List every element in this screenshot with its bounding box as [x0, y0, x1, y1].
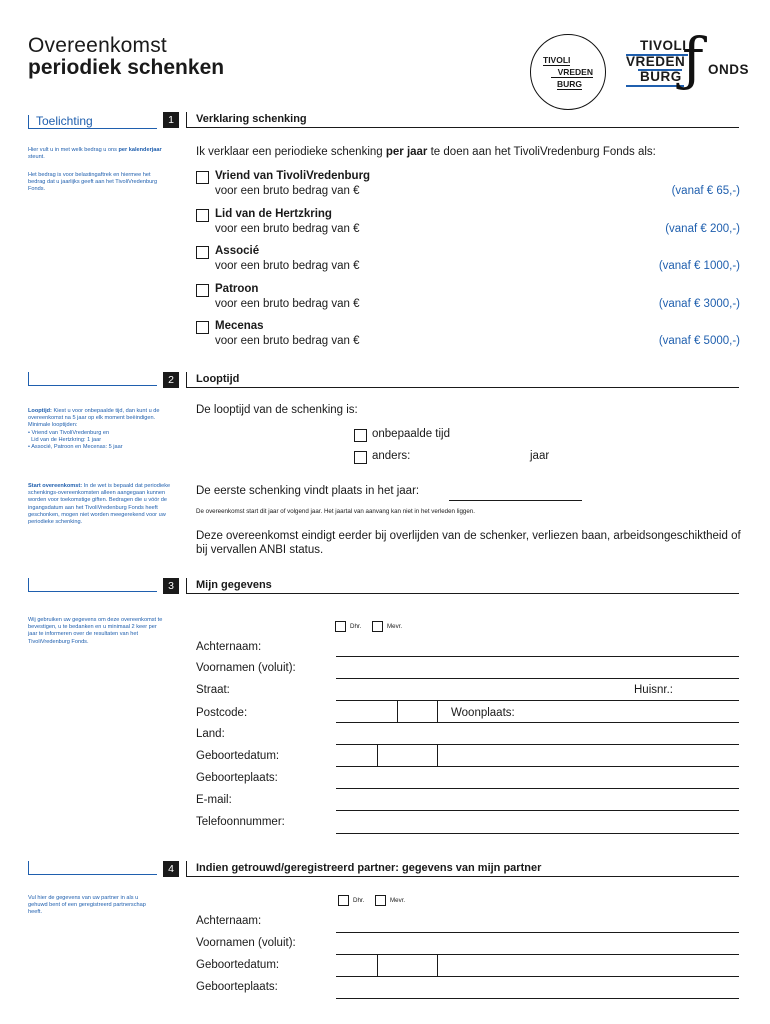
postcode-input[interactable] [336, 722, 739, 723]
sidebar-note-gegevens: Wij gebruiken uw gegevens om deze overeenkomst te bevestigen, u te bedanken en u minimaal 2 keer per jaar te informeren over de resultaten van het TivoliVredenburg Fonds. [28, 617, 163, 645]
section-number: 3 [163, 578, 179, 594]
option-checkbox[interactable] [196, 284, 209, 297]
dhr-label: Dhr. [350, 623, 362, 630]
option-amount-label: voor een bruto bedrag van € [215, 335, 360, 347]
toelichting-label: Toelichting [36, 114, 93, 128]
sidebar-note-belasting: Het bedrag is voor belastingaftrek en hiermee het bedrag dat u jaarlijks geeft aan het TivoliVredenburg Fonds. [28, 172, 158, 193]
telefoon-input[interactable] [336, 833, 739, 834]
option-amount-label: voor een bruto bedrag van € [215, 260, 360, 272]
option-amount-input[interactable] [385, 260, 625, 274]
option-minimum: (vanaf € 5000,-) [658, 335, 740, 347]
page-subtitle: periodiek schenken [28, 56, 225, 79]
anders-checkbox[interactable] [354, 451, 367, 464]
option-amount-input[interactable] [385, 185, 625, 199]
page-title: Overeenkomst [28, 34, 167, 57]
option-checkbox[interactable] [196, 171, 209, 184]
partner-mevr-label: Mevr. [390, 897, 406, 904]
jaar-label: jaar [530, 450, 550, 462]
postcode-label: Postcode: [196, 707, 248, 719]
eerste-jaar-note: De overeenkomst start dit jaar of volgend jaar. Het jaartal van aanvang kan niet in het verleden liggen. [196, 508, 475, 515]
email-label: E-mail: [196, 794, 232, 806]
option-amount-input[interactable] [385, 298, 625, 312]
einde-overeenkomst-text: Deze overeenkomst eindigt eerder bij overlijden van de schenker, verliezen baan, arbeidsongeschiktheid of bij vervallen ANBI status. [196, 530, 741, 556]
mevr-checkbox[interactable] [372, 621, 383, 632]
partner-achternaam-input[interactable] [336, 932, 739, 933]
option-amount-label: voor een bruto bedrag van € [215, 223, 360, 235]
anders-jaar-input[interactable] [418, 451, 518, 465]
land-label: Land: [196, 728, 225, 740]
partner-voornamen-input[interactable] [336, 954, 739, 955]
onbepaalde-tijd-checkbox[interactable] [354, 429, 367, 442]
partner-geboorteplaats-label: Geboorteplaats: [196, 981, 278, 993]
voornamen-input[interactable] [336, 678, 739, 679]
option-amount-label: voor een bruto bedrag van € [215, 298, 360, 310]
section-header: Mijn gegevens [186, 578, 739, 594]
huisnr-label: Huisnr.: [634, 684, 673, 696]
option-amount-input[interactable] [385, 335, 625, 349]
partner-geboortedatum-input[interactable] [336, 976, 739, 977]
geboortedatum-input[interactable] [336, 766, 739, 767]
option-name: Associé [215, 245, 260, 257]
partner-geboorteplaats-input[interactable] [336, 998, 739, 999]
partner-voornamen-label: Voornamen (voluit): [196, 937, 296, 949]
section-number: 1 [163, 112, 179, 128]
section-header: Looptijd [186, 372, 739, 388]
option-checkbox[interactable] [196, 321, 209, 334]
option-checkbox[interactable] [196, 246, 209, 259]
section-header: Indien getrouwd/geregistreerd partner: gegevens van mijn partner [186, 861, 739, 877]
option-name: Mecenas [215, 320, 264, 332]
partner-dhr-checkbox[interactable] [338, 895, 349, 906]
sidebar-divider [28, 578, 157, 592]
woonplaats-label: Woonplaats: [451, 707, 515, 719]
option-checkbox[interactable] [196, 209, 209, 222]
option-amount-input[interactable] [385, 223, 625, 237]
geboorteplaats-input[interactable] [336, 788, 739, 789]
email-input[interactable] [336, 810, 739, 811]
mevr-label: Mevr. [387, 623, 403, 630]
geboorteplaats-label: Geboorteplaats: [196, 772, 278, 784]
partner-geboortedatum-label: Geboortedatum: [196, 959, 280, 971]
partner-mevr-checkbox[interactable] [375, 895, 386, 906]
voornamen-label: Voornamen (voluit): [196, 662, 296, 674]
option-amount-label: voor een bruto bedrag van € [215, 185, 360, 197]
sidebar-note-start: Start overeenkomst: In de wet is bepaald dat periodieke schenkings-overeenkomsten alleen aangegaan kunnen worden voor toekomstige giften. Bedragen die u vóór de ingangsdatum aan het TivoliVredenburg Fonds heeft geschonken, mogen niet worden meegerekend voor uw periodieke schenking. [28, 483, 171, 526]
option-minimum: (vanaf € 1000,-) [658, 260, 740, 272]
option-minimum: (vanaf € 3000,-) [658, 298, 740, 310]
tivolivredenburg-fonds-logo: TIVOLI VREDEN BURG ƒ ONDS [626, 25, 750, 93]
straat-label: Straat: [196, 684, 230, 696]
achternaam-input[interactable] [336, 656, 739, 657]
telefoon-label: Telefoonnummer: [196, 816, 285, 828]
section-header: Verklaring schenking [186, 112, 739, 128]
onbepaalde-tijd-label: onbepaalde tijd [372, 428, 451, 440]
looptijd-intro: De looptijd van de schenking is: [196, 404, 358, 416]
anders-label: anders: [372, 450, 411, 462]
option-name: Vriend van TivoliVredenburg [215, 170, 371, 182]
option-name: Patroon [215, 283, 259, 295]
sidebar-divider [28, 861, 157, 875]
option-minimum: (vanaf € 200,-) [665, 223, 740, 235]
achternaam-label: Achternaam: [196, 641, 262, 653]
sidebar-divider [28, 372, 157, 386]
sidebar-note-partner: Vul hier de gegevens van uw partner in als u gehuwd bent of een geregistreerd partnerschap heeft. [28, 895, 146, 916]
section-number: 4 [163, 861, 179, 877]
sidebar-note-bedrag: Hier vult u in met welk bedrag u ons per kalenderjaar steunt. [28, 147, 162, 161]
option-name: Lid van de Hertzkring [215, 208, 332, 220]
dhr-checkbox[interactable] [335, 621, 346, 632]
geboortedatum-label: Geboortedatum: [196, 750, 280, 762]
eerste-jaar-input[interactable] [449, 500, 582, 501]
toelichting-box [28, 115, 157, 129]
section-number: 2 [163, 372, 179, 388]
tivolivredenburg-logo: TIVOLI VREDEN BURG [530, 34, 606, 110]
option-minimum: (vanaf € 65,-) [671, 185, 740, 197]
partner-dhr-label: Dhr. [353, 897, 365, 904]
schenking-intro: Ik verklaar een periodieke schenking per jaar te doen aan het TivoliVredenburg Fonds als: [196, 146, 656, 158]
eerste-schenking-label: De eerste schenking vindt plaats in het jaar: [196, 485, 420, 497]
partner-achternaam-label: Achternaam: [196, 915, 262, 927]
sidebar-note-looptijd: Looptijd: Kiest u voor onbepaalde tijd, dan kunt u de overeenkomst na 5 jaar op elk moment beëindigen. Minimale looptijden: • Vriend van TivoliVredenburg en Lid van de Hertzkring: 1 jaar • Associé, Patroon en Mecenas: 5 jaar [28, 408, 160, 451]
land-input[interactable] [336, 744, 739, 745]
